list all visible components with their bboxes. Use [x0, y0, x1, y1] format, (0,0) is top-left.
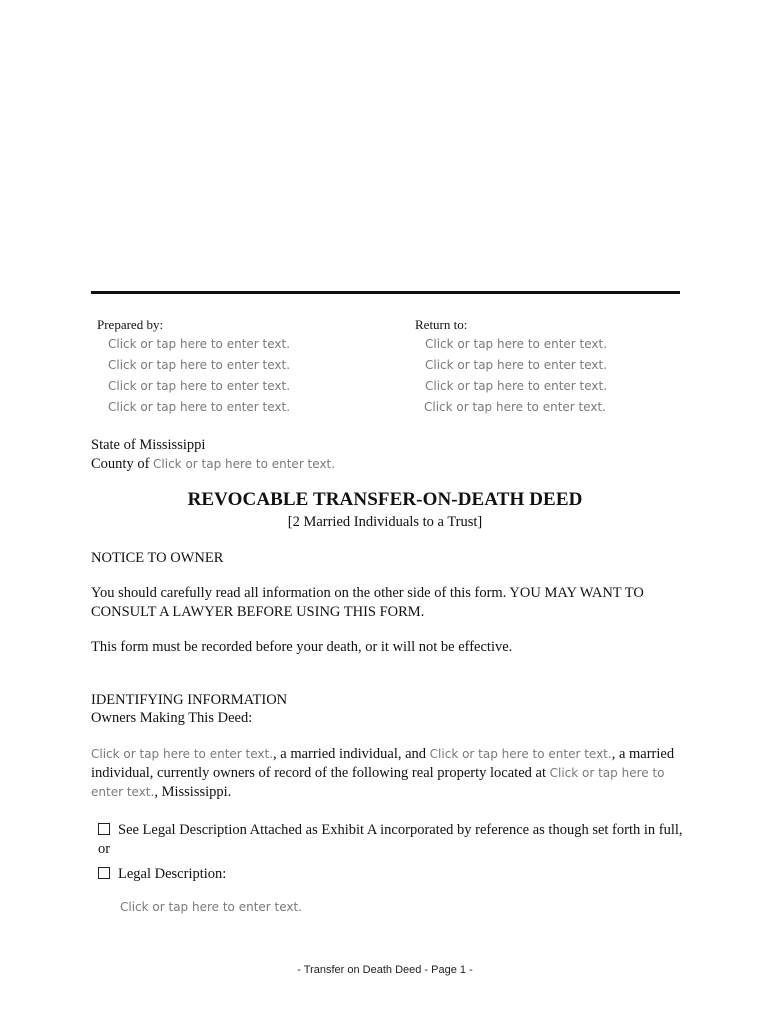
owners-text-2: , a married individual, currently owners of record of the following real property located at [91, 746, 675, 781]
prepared-by-line-3[interactable]: Click or tap here to enter text. [108, 379, 291, 393]
owners-text-3: , Mississippi. [154, 784, 232, 800]
prepared-by-label: Prepared by: [97, 317, 164, 332]
property-location-input[interactable]: Click or tap here to enter text. [91, 766, 665, 799]
owner-1-input[interactable]: Click or tap here to enter text. [91, 747, 274, 761]
legal-description-input[interactable]: Click or tap here to enter text. [120, 900, 303, 914]
county-label: County of [91, 456, 150, 472]
return-to-line-1[interactable]: Click or tap here to enter text. [425, 337, 608, 351]
return-to-line-3[interactable]: Click or tap here to enter text. [425, 379, 608, 393]
return-to-label: Return to: [415, 317, 468, 332]
legal-description-checkbox[interactable] [98, 867, 110, 879]
owners-paragraph [91, 745, 681, 802]
document-subtitle: [2 Married Individuals to a Trust] [287, 514, 483, 530]
legal-option-exhibit [98, 821, 683, 859]
return-to-line-4[interactable]: Click or tap here to enter text. [424, 400, 607, 414]
county-input[interactable]: Click or tap here to enter text. [153, 457, 336, 471]
notice-paragraph-1: You should carefully read all information on the other side of this form. YOU MAY WANT TO CONSULT A LAWYER BEFORE USING THIS FORM. [91, 585, 644, 620]
prepared-by-line-4[interactable]: Click or tap here to enter text. [108, 400, 291, 414]
document-title: REVOCABLE TRANSFER-ON-DEATH DEED [187, 489, 583, 510]
page-footer: - Transfer on Death Deed - Page 1 - [297, 964, 473, 976]
notice-heading: NOTICE TO OWNER [91, 550, 224, 566]
owner-2-input[interactable]: Click or tap here to enter text. [429, 747, 612, 761]
notice-paragraph-2: This form must be recorded before your death, or it will not be effective. [91, 639, 513, 655]
owners-text-1: , a married individual, and [273, 746, 430, 762]
identifying-heading: IDENTIFYING INFORMATION [91, 692, 288, 708]
county-line [91, 455, 335, 474]
owners-subheading: Owners Making This Deed: [91, 710, 253, 726]
legal-description-label: Legal Description: [118, 866, 227, 882]
exhibit-checkbox[interactable] [98, 823, 110, 835]
header-divider [91, 291, 680, 294]
return-to-line-2[interactable]: Click or tap here to enter text. [425, 358, 608, 372]
prepared-by-line-2[interactable]: Click or tap here to enter text. [108, 358, 291, 372]
legal-option-description [98, 865, 226, 884]
prepared-by-line-1[interactable]: Click or tap here to enter text. [108, 337, 291, 351]
state-line: State of Mississippi [91, 437, 206, 453]
exhibit-option-label: See Legal Description Attached as Exhibit A incorporated by reference as though set forth in full, or [98, 822, 683, 857]
